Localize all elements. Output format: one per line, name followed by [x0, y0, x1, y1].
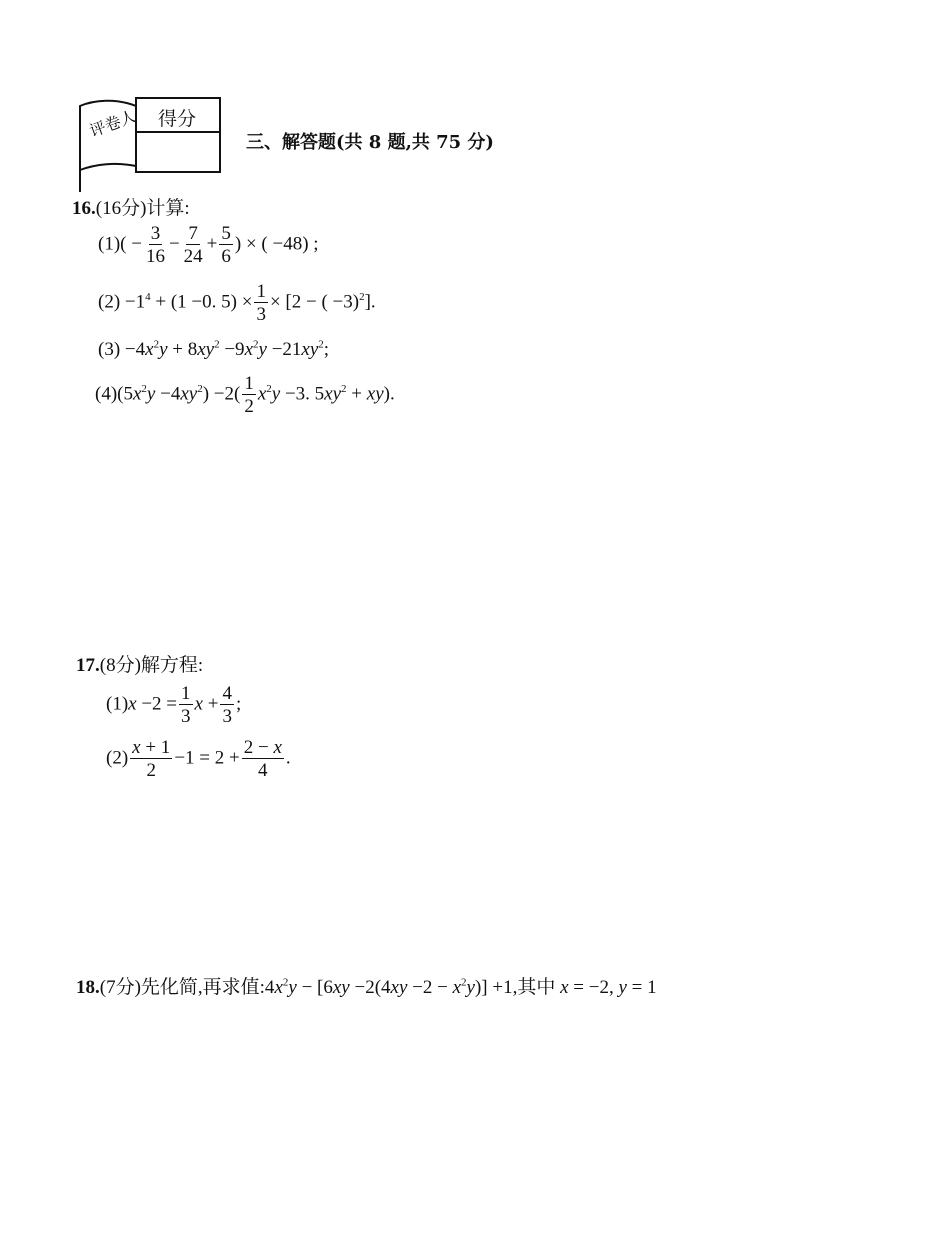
fraction: $\frac{1}{2}$: [244, 373, 254, 417]
fraction: $\frac{5}{6}$: [221, 223, 231, 267]
score-box-graphic: [74, 92, 224, 192]
q16-title: (16分)计算:: [95, 198, 190, 219]
q18-number: 18.: [76, 977, 100, 998]
q16-item-2: $(2) -1^4 + (1 -0$. 5) × $\frac{1}{3}$ × [2 − ( −3)$^2$].: [98, 281, 376, 325]
fraction: $\frac{4}{3}$: [222, 683, 232, 727]
fraction: $\frac{2 - x}{4}$: [243, 737, 282, 781]
score-box: [74, 92, 224, 192]
grader-label: 评卷人: [87, 106, 139, 141]
q16-number: 16.: [72, 198, 96, 219]
q16-item-3: $(3) -4x^2y + 8xy^2 -9x^2y -21xy^2$;: [98, 338, 330, 360]
fraction: $\frac{x + 1}{2}$: [132, 737, 171, 781]
q18-line: 18.(7分)先化简,再求值$:4x^2y - [6xy -2(4xy -2 - x^2y)] +1$,其中 x = −2, y = 1: [76, 976, 657, 998]
q16-item-4: $(4)(5x^2y -4xy^2) -2$( $\frac{1}{2}$ $x^2y -3$. $5xy^2 + xy$).: [95, 373, 395, 417]
q17-item-1: (1)x −2 = $\frac{1}{3}$ x + $\frac{4}{3}$ ;: [106, 683, 242, 727]
q16-item-1: (1)( − $\frac{3}{16}$ − $\frac{7}{24}$ + $\frac{5}{6}$ ) × ( −48) ;: [98, 223, 319, 267]
fraction: $\frac{1}{3}$: [256, 281, 266, 325]
score-label: 得分: [158, 108, 197, 130]
fraction: $\frac{1}{3}$: [181, 683, 191, 727]
fraction: $\frac{3}{16}$: [145, 223, 165, 267]
q17-number: 17.: [76, 655, 100, 676]
q17-title: (8分)解方程:: [99, 655, 204, 676]
fraction: $\frac{7}{24}$: [183, 223, 203, 267]
q16-header: [72, 193, 190, 220]
section-heading: 三、解答题(共 8 题,共 75 分): [246, 132, 494, 153]
q17-item-2: (2) $\frac{x + 1}{2}$ −1 = 2 + $\frac{2 - x}{4}$ .: [106, 737, 291, 781]
q17-header: [76, 650, 203, 677]
